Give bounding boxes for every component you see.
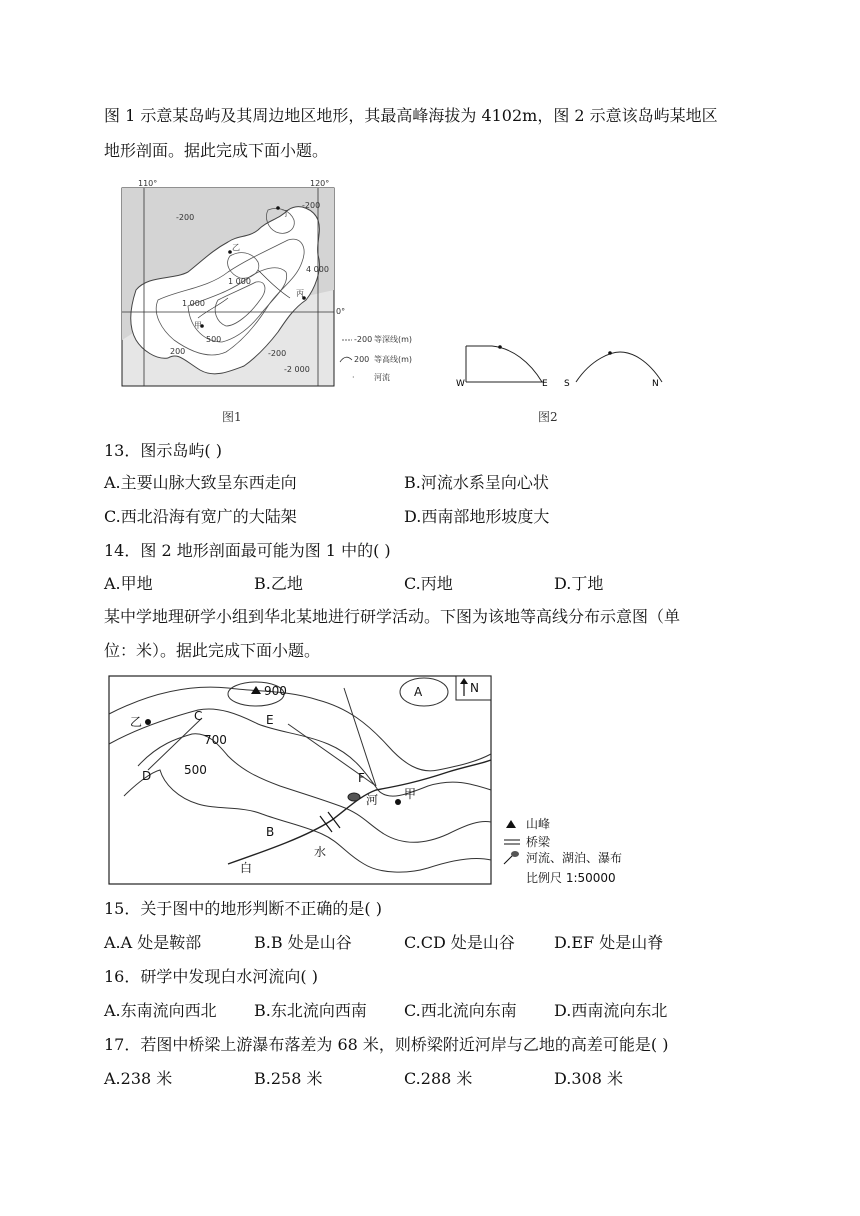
legend-bridge: 桥梁 [526, 835, 551, 849]
legend-depth-sym: -200 [354, 335, 373, 344]
contour-label: 1 000 [228, 277, 251, 286]
contour-label: -2 000 [284, 365, 310, 374]
letter-d: D [142, 769, 152, 783]
q14-option-c[interactable]: C.丙地 [404, 574, 453, 593]
profile-left-start: W [456, 379, 465, 389]
intro2-line1: 某中学地理研学小组到华北某地进行研学活动。下图为该地等高线分布示意图（单 [104, 607, 681, 626]
q15-option-b[interactable]: B.B 处是山谷 [254, 933, 352, 952]
q15-option-d[interactable]: D.EF 处是山脊 [554, 933, 664, 952]
legend-river-sym: · [352, 373, 355, 382]
q16-stem: 16．研学中发现白水河流向( ) [104, 967, 318, 986]
figure1-caption: 图1 [222, 410, 242, 424]
profile-right-end: N [652, 379, 659, 389]
contour-label: 200 [170, 347, 186, 356]
river-char-shui: 水 [314, 845, 327, 859]
legend-river: 河流 [374, 373, 390, 382]
letter-e: E [266, 713, 274, 727]
letter-f: F [358, 771, 365, 785]
place-label: 丁 [282, 209, 290, 218]
lon-left-label: 110° [138, 180, 158, 188]
q16-option-c[interactable]: C.西北流向东南 [404, 1001, 517, 1020]
q17-option-d[interactable]: D.308 米 [554, 1069, 623, 1088]
q13-option-d[interactable]: D.西南部地形坡度大 [404, 507, 550, 526]
figure2-caption: 图2 [538, 410, 558, 424]
q17-option-c[interactable]: C.288 米 [404, 1069, 473, 1088]
q17-stem: 17．若图中桥梁上游瀑布落差为 68 米，则桥梁附近河岸与乙地的高差可能是( ) [104, 1035, 669, 1054]
place-yi: 乙 [130, 715, 143, 729]
peak-value: 900 [264, 684, 287, 698]
q16-option-b[interactable]: B.东北流向西南 [254, 1001, 367, 1020]
contour-500: 500 [184, 763, 207, 777]
scale-label: 比例尺 1:50000 [526, 871, 616, 885]
q13-option-c[interactable]: C.西北沿海有宽广的大陆架 [104, 507, 297, 526]
intro1-line2: 地形剖面。据此完成下面小题。 [104, 141, 329, 160]
letter-b: B [266, 825, 275, 839]
profile-left-end: E [542, 379, 548, 389]
q15-option-c[interactable]: C.CD 处是山谷 [404, 933, 515, 952]
river-char-he: 河 [366, 793, 379, 807]
q14-option-b[interactable]: B.乙地 [254, 574, 303, 593]
letter-a: A [414, 685, 423, 699]
figure1-island-map [118, 180, 498, 390]
place-label: 乙 [232, 243, 240, 252]
lon-right-label: 120° [310, 180, 330, 188]
legend-contour-sym: 200 [354, 355, 370, 364]
contour-label: -200 [302, 201, 321, 210]
place-label: 甲 [194, 321, 202, 330]
lat-label: 0° [336, 307, 346, 316]
contour-700: 700 [204, 733, 227, 747]
north-label: N [470, 681, 479, 695]
q17-option-b[interactable]: B.258 米 [254, 1069, 323, 1088]
legend-peak: 山峰 [526, 817, 551, 831]
contour-label: 4 000 [306, 265, 329, 274]
legend-contour: 等高线(m) [374, 355, 413, 364]
q15-option-a[interactable]: A.A 处是鞍部 [104, 933, 202, 952]
contour-label: 500 [206, 335, 222, 344]
contour-label: -200 [176, 213, 195, 222]
q16-option-d[interactable]: D.西南流向东北 [554, 1001, 668, 1020]
q17-option-a[interactable]: A.238 米 [104, 1069, 173, 1088]
place-label: 丙 [296, 289, 304, 298]
letter-c: C [194, 709, 203, 723]
q13-option-a[interactable]: A.主要山脉大致呈东西走向 [104, 473, 297, 492]
q14-option-a[interactable]: A.甲地 [104, 574, 153, 593]
q15-stem: 15．关于图中的地形判断不正确的是( ) [104, 899, 382, 918]
q14-option-d[interactable]: D.丁地 [554, 574, 604, 593]
place-jia: 甲 [404, 787, 417, 801]
legend-water: 河流、湖泊、瀑布 [526, 851, 623, 865]
figure3-contour-map [108, 674, 652, 888]
intro2-line2: 位：米）。据此完成下面小题。 [104, 641, 321, 660]
q13-stem: 13．图示岛屿( ) [104, 441, 222, 460]
q16-option-a[interactable]: A.东南流向西北 [104, 1001, 217, 1020]
legend-depth: 等深线(m) [374, 335, 413, 344]
contour-label: 1 000 [182, 299, 205, 308]
contour-label: -200 [268, 349, 287, 358]
q13-option-b[interactable]: B.河流水系呈向心状 [404, 473, 549, 492]
profile-right-start: S [564, 379, 570, 389]
figure2-profiles [452, 336, 672, 392]
q14-stem: 14．图 2 地形剖面最可能为图 1 中的( ) [104, 541, 391, 560]
intro1-line1: 图 1 示意某岛屿及其周边地区地形，其最高峰海拔为 4102m，图 2 示意该岛屿某地区 [104, 106, 718, 125]
river-char-bai: 白 [240, 861, 253, 875]
